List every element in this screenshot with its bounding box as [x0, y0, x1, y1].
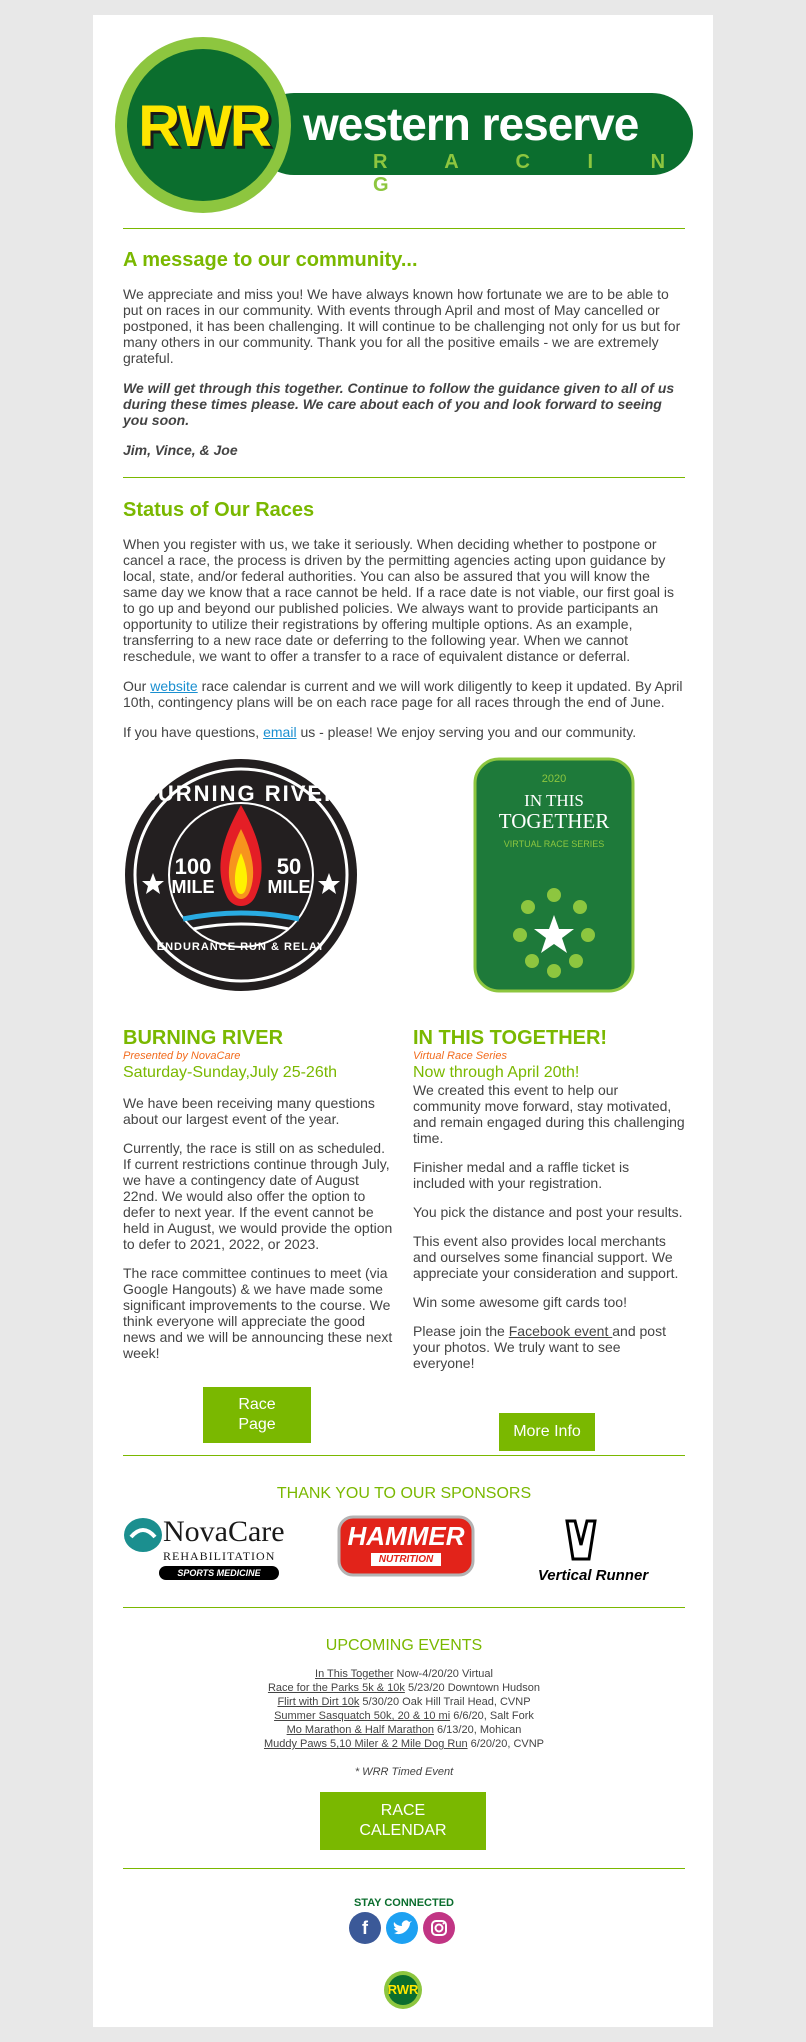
burning-river-column — [123, 1027, 393, 1374]
together-title: IN THIS TOGETHER! — [413, 1027, 608, 1049]
facebook-icon[interactable]: f — [349, 1912, 381, 1944]
instagram-icon[interactable] — [423, 1912, 455, 1944]
status-heading: Status of Our Races — [123, 499, 315, 521]
burning-river-date: Saturday-Sunday,July 25-26th — [123, 1064, 338, 1081]
badge-line3: VIRTUAL RACE SERIES — [503, 839, 605, 849]
badge-50: 50 MILE — [267, 854, 311, 897]
facebook-event-link[interactable]: Facebook event — [508, 1323, 613, 1339]
events-list — [123, 1667, 685, 1751]
event-item: Flirt with Dirt 10k 5/30/20 Oak Hill Trail Head, CVNP — [277, 1696, 531, 1708]
message-paragraph: We appreciate and miss you! We have always known how fortunate we are to be able to put on races in our community. With events through April and most of May cancelled or postponed, it has been challenging. It will continue to be challenging not only for us but for many others in our community. Thank you for all the positive emails - we are extremely grateful. — [123, 286, 681, 366]
together-presented: Virtual Race Series — [413, 1050, 507, 1062]
status-website-paragraph: Our website race calendar is current and we will work diligently to keep it updated. By April 10th, contingency plans will be on each race page for all races through the end of June. — [123, 678, 683, 710]
event-link[interactable]: In This Together — [315, 1668, 394, 1680]
together-p1: We created this event to help our community move forward, stay motivated, and remain engaged during this challenging time. — [413, 1082, 685, 1146]
event-link[interactable]: Mo Marathon & Half Marathon — [286, 1724, 434, 1736]
message-section — [123, 249, 685, 458]
social-heading: STAY CONNECTED — [353, 1897, 455, 1909]
event-item: Mo Marathon & Half Marathon 6/13/20, Mohican — [286, 1724, 522, 1736]
badge-bottom-text: ENDURANCE RUN & RELAY — [156, 941, 326, 953]
email-card — [93, 15, 713, 2027]
burning-river-p1: We have been receiving many questions about our largest event of the year. — [123, 1095, 375, 1127]
twitter-icon[interactable] — [386, 1912, 418, 1944]
divider — [123, 1607, 685, 1608]
status-section — [123, 499, 685, 740]
badge-line2: TOGETHER — [498, 809, 610, 833]
together-p3: You pick the distance and post your results. — [413, 1204, 683, 1220]
event-link[interactable]: Muddy Paws 5,10 Miler & 2 Mile Dog Run — [263, 1738, 468, 1750]
events-note: * WRR Timed Event — [354, 1766, 454, 1778]
in-this-together-badge[interactable] — [473, 757, 635, 993]
wrr-logo[interactable] — [113, 35, 693, 215]
event-item: Muddy Paws 5,10 Miler & 2 Mile Dog Run 6/20/20, CVNP — [263, 1738, 545, 1750]
events-heading: UPCOMING EVENTS — [325, 1637, 483, 1654]
novacare-logo[interactable]: NovaCare REHABILITATION SPORTS MEDICINE — [123, 1515, 283, 1585]
divider — [123, 477, 685, 478]
badge-year: 2020 — [541, 773, 567, 785]
burning-river-p2: Currently, the race is still on as scheduled. If current restrictions continue through July, we have a contingency date of August 22nd. We would also offer the option to defer to next year. If the event cannot be held in August, we would provide the option to defer to 2021, 2022, or 2023. — [123, 1140, 393, 1252]
badge-top-text: BURNING RIVER — [139, 781, 342, 806]
website-link[interactable]: website — [150, 678, 198, 694]
burning-river-presented: Presented by NovaCare — [123, 1050, 241, 1062]
burning-river-p3: The race committee continues to meet (via Google Hangouts) & we have made some significant improvements to the course. We think everyone will appreciate the good news and we will be announcing these next week! — [123, 1265, 393, 1361]
event-item: In This Together Now-4/20/20 Virtual — [315, 1668, 493, 1680]
event-item: Summer Sasquatch 50k, 20 & 10 mi 6/6/20, Salt Fork — [274, 1710, 534, 1722]
message-signoff: Jim, Vince, & Joe — [123, 442, 238, 458]
vertical-runner-logo[interactable]: Vertical Runner — [523, 1515, 663, 1595]
email-link[interactable]: email — [263, 724, 297, 740]
divider — [123, 1455, 685, 1456]
together-p5: Win some awesome gift cards too! — [413, 1294, 627, 1310]
logo-name: western reserve — [303, 98, 639, 150]
message-italic-paragraph: We will get through this together. Continue to follow the guidance given to all of us during these times please. We care about each of you and look forward to seeing you soon. — [123, 380, 675, 428]
together-column — [413, 1027, 685, 1384]
event-item: Race for the Parks 5k & 10k 5/23/20 Downtown Hudson — [267, 1682, 541, 1694]
status-paragraph: When you register with us, we take it seriously. When deciding whether to postpone or cancel a race, the process is driven by the permitting agencies acting upon guidance by local, state, and/or federal authorities. You can also be assured that you will know the same day we know that a race cannot be held. If a race date is not viable, our first goal is to go up and beyond our published policies. We always want to provide participants an opportunity to utilize their registrations by offering multiple options. As an example, transferring to a new race date or deferring to the following year. When we cannot reschedule, we want to offer a transfer to a race of equivalent distance or deferral. — [123, 536, 674, 664]
event-link[interactable]: Flirt with Dirt 10k — [277, 1696, 360, 1708]
together-date: Now through April 20th! — [413, 1064, 580, 1081]
status-email-paragraph: If you have questions, email us - please! We enjoy serving you and our community. — [123, 724, 637, 740]
together-p6: Please join the Facebook event and post your photos. We truly want to see everyone! — [413, 1323, 666, 1371]
burning-river-title: BURNING RIVER — [123, 1027, 284, 1049]
race-calendar-button[interactable]: RACE CALENDAR — [320, 1792, 486, 1850]
divider — [123, 1868, 685, 1869]
burning-river-badge[interactable] — [123, 757, 359, 993]
event-link[interactable]: Race for the Parks 5k & 10k — [267, 1682, 405, 1694]
hammer-nutrition-logo[interactable]: HAMMER NUTRITION — [337, 1515, 475, 1577]
sponsors-heading: THANK YOU TO OUR SPONSORS — [276, 1485, 532, 1502]
badge-line1: IN THIS — [524, 791, 584, 810]
divider — [123, 228, 685, 229]
message-heading: A message to our community... — [123, 249, 418, 271]
badge-100: 100 MILE — [171, 854, 215, 897]
race-page-button[interactable]: Race Page — [203, 1387, 311, 1443]
logo-letters: RWR — [138, 94, 270, 159]
together-p4: This event also provides local merchants and ourselves some financial support. We appreciate your consideration and support. — [413, 1233, 679, 1281]
event-link[interactable]: Summer Sasquatch 50k, 20 & 10 mi — [274, 1710, 451, 1722]
more-info-button[interactable]: More Info — [499, 1413, 595, 1451]
logo-tagline: R A C I N G — [373, 151, 692, 196]
together-p2: Finisher medal and a raffle ticket is included with your registration. — [413, 1159, 630, 1191]
footer-logo[interactable]: RWR — [383, 1970, 423, 2010]
